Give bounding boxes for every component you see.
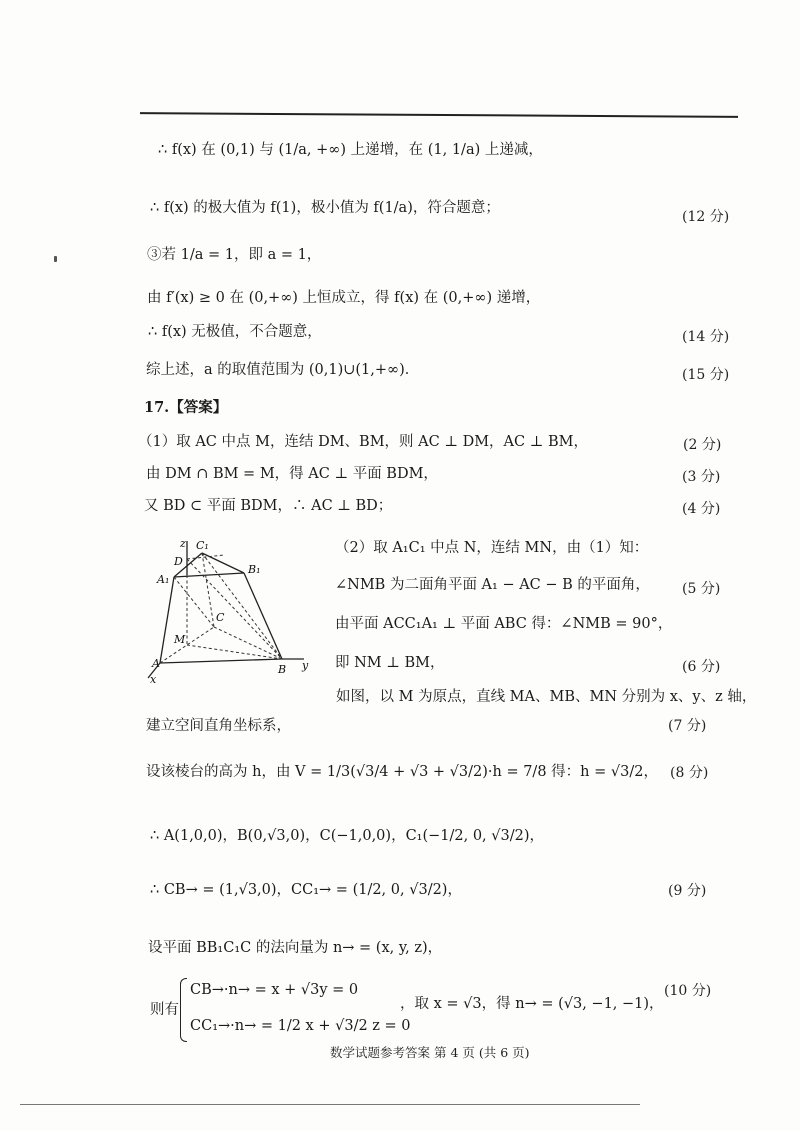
text-line-9: 又 BD ⊂ 平面 BDM，∴ AC ⊥ BD； [144,498,393,514]
text-line-21: ，取 x = √3，得 n→ = (√3, −1, −1)， [400,996,664,1012]
score-6: (6 分) [682,659,721,675]
text-then: 则有 [150,1002,179,1018]
text-line-17: ∴ A(1,0,0)，B(0,√3,0)，C(−1,0,0)，C₁(−1/2, 0, √3/2)， [150,828,545,844]
equation-2: CC₁→·n→ = 1/2 x + √3/2 z = 0 [190,1018,411,1034]
score-2: (2 分) [683,437,722,453]
label-b1: B₁ [248,563,261,576]
equation-system-brace [180,978,187,1042]
label-z: z [180,537,186,550]
label-c: C [216,611,225,624]
text-line-1: ∴ f(x) 在 (0,1) 与 (1/a, +∞) 上递增，在 (1, 1/a) 上递减， [158,142,543,158]
text-line-18: ∴ CB→ = (1,√3,0)，CC₁→ = (1/2, 0, √3/2)， [150,882,462,898]
text-line-6: 综上述，a 的取值范围为 (0,1)∪(1,+∞)． [146,362,420,378]
margin-mark [54,256,57,262]
text-line-5: ∴ f(x) 无极值，不合题意， [148,324,322,340]
score-8: (8 分) [670,765,709,781]
text-line-13: 即 NM ⊥ BM， [335,655,445,671]
text-line-15: 建立空间直角坐标系， [146,718,291,734]
text-line-8: 由 DM ∩ BM = M，得 AC ⊥ 平面 BDM， [146,466,438,482]
dashed-c1-c [202,553,214,627]
label-x: x [150,673,157,685]
score-9: (9 分) [668,883,707,899]
text-line-14: 如图，以 M 为原点，直线 MA、MB、MN 分别为 x、y、z 轴， [336,689,757,705]
score-3: (3 分) [682,469,721,485]
text-line-7: （1）取 AC 中点 M，连结 DM、BM，则 AC ⊥ DM，AC ⊥ BM， [138,434,588,450]
page-footer: 数学试题参考答案 第 4 页 (共 6 页) [330,1045,530,1060]
score-15: (15 分) [682,367,730,383]
edge-a1-a [160,577,174,663]
header-rule [140,112,738,118]
score-10: (10 分) [664,983,712,999]
score-4: (4 分) [682,501,721,517]
label-y: y [302,659,309,672]
score-12: (12 分) [682,209,730,225]
score-5: (5 分) [682,581,721,597]
edge-c1-b1 [202,553,244,573]
edge-a1-b1 [174,573,244,577]
dashed-m-b [187,645,282,659]
label-c1: C₁ [196,539,209,552]
question-17-heading: 17.【答案】 [144,399,228,416]
label-a: A [152,657,160,670]
equation-1: CB→·n→ = x + √3y = 0 [190,982,359,998]
score-7: (7 分) [668,718,707,734]
dashed-a1-c [174,577,214,627]
text-line-2: ∴ f(x) 的极大值为 f(1)，极小值为 f(1/a)，符合题意； [150,200,500,216]
label-d: D [174,555,183,568]
text-line-4: 由 f′(x) ≥ 0 在 (0,+∞) 上恒成立，得 f(x) 在 (0,+∞) 递增， [147,290,541,306]
text-line-10: （2）取 A₁C₁ 中点 N，连结 MN，由（1）知： [335,540,649,556]
label-a1: A₁ [157,573,170,586]
text-line-11: ∠NMB 为二面角平面 A₁ − AC − B 的平面角， [335,577,650,593]
frustum-figure [144,535,324,685]
text-line-12: 由平面 ACC₁A₁ ⊥ 平面 ABC 得：∠NMB = 90°， [335,616,673,632]
edge-a-b [160,659,282,663]
label-m: M [174,633,186,646]
text-line-16: 设该棱台的高为 h，由 V = 1/3(√3/4 + √3 + √3/2)·h = 7/8 得：h = √3/2， [146,764,658,780]
label-b: B [278,663,287,676]
text-line-19: 设平面 BB₁C₁C 的法向量为 n→ = (x, y, z)， [148,940,443,956]
frustum-diagram [144,535,324,685]
text-line-3: ③若 1/a = 1，即 a = 1， [147,247,322,263]
dashed-c1-b [202,553,282,659]
bottom-rule [20,1104,640,1105]
score-14: (14 分) [682,329,730,345]
